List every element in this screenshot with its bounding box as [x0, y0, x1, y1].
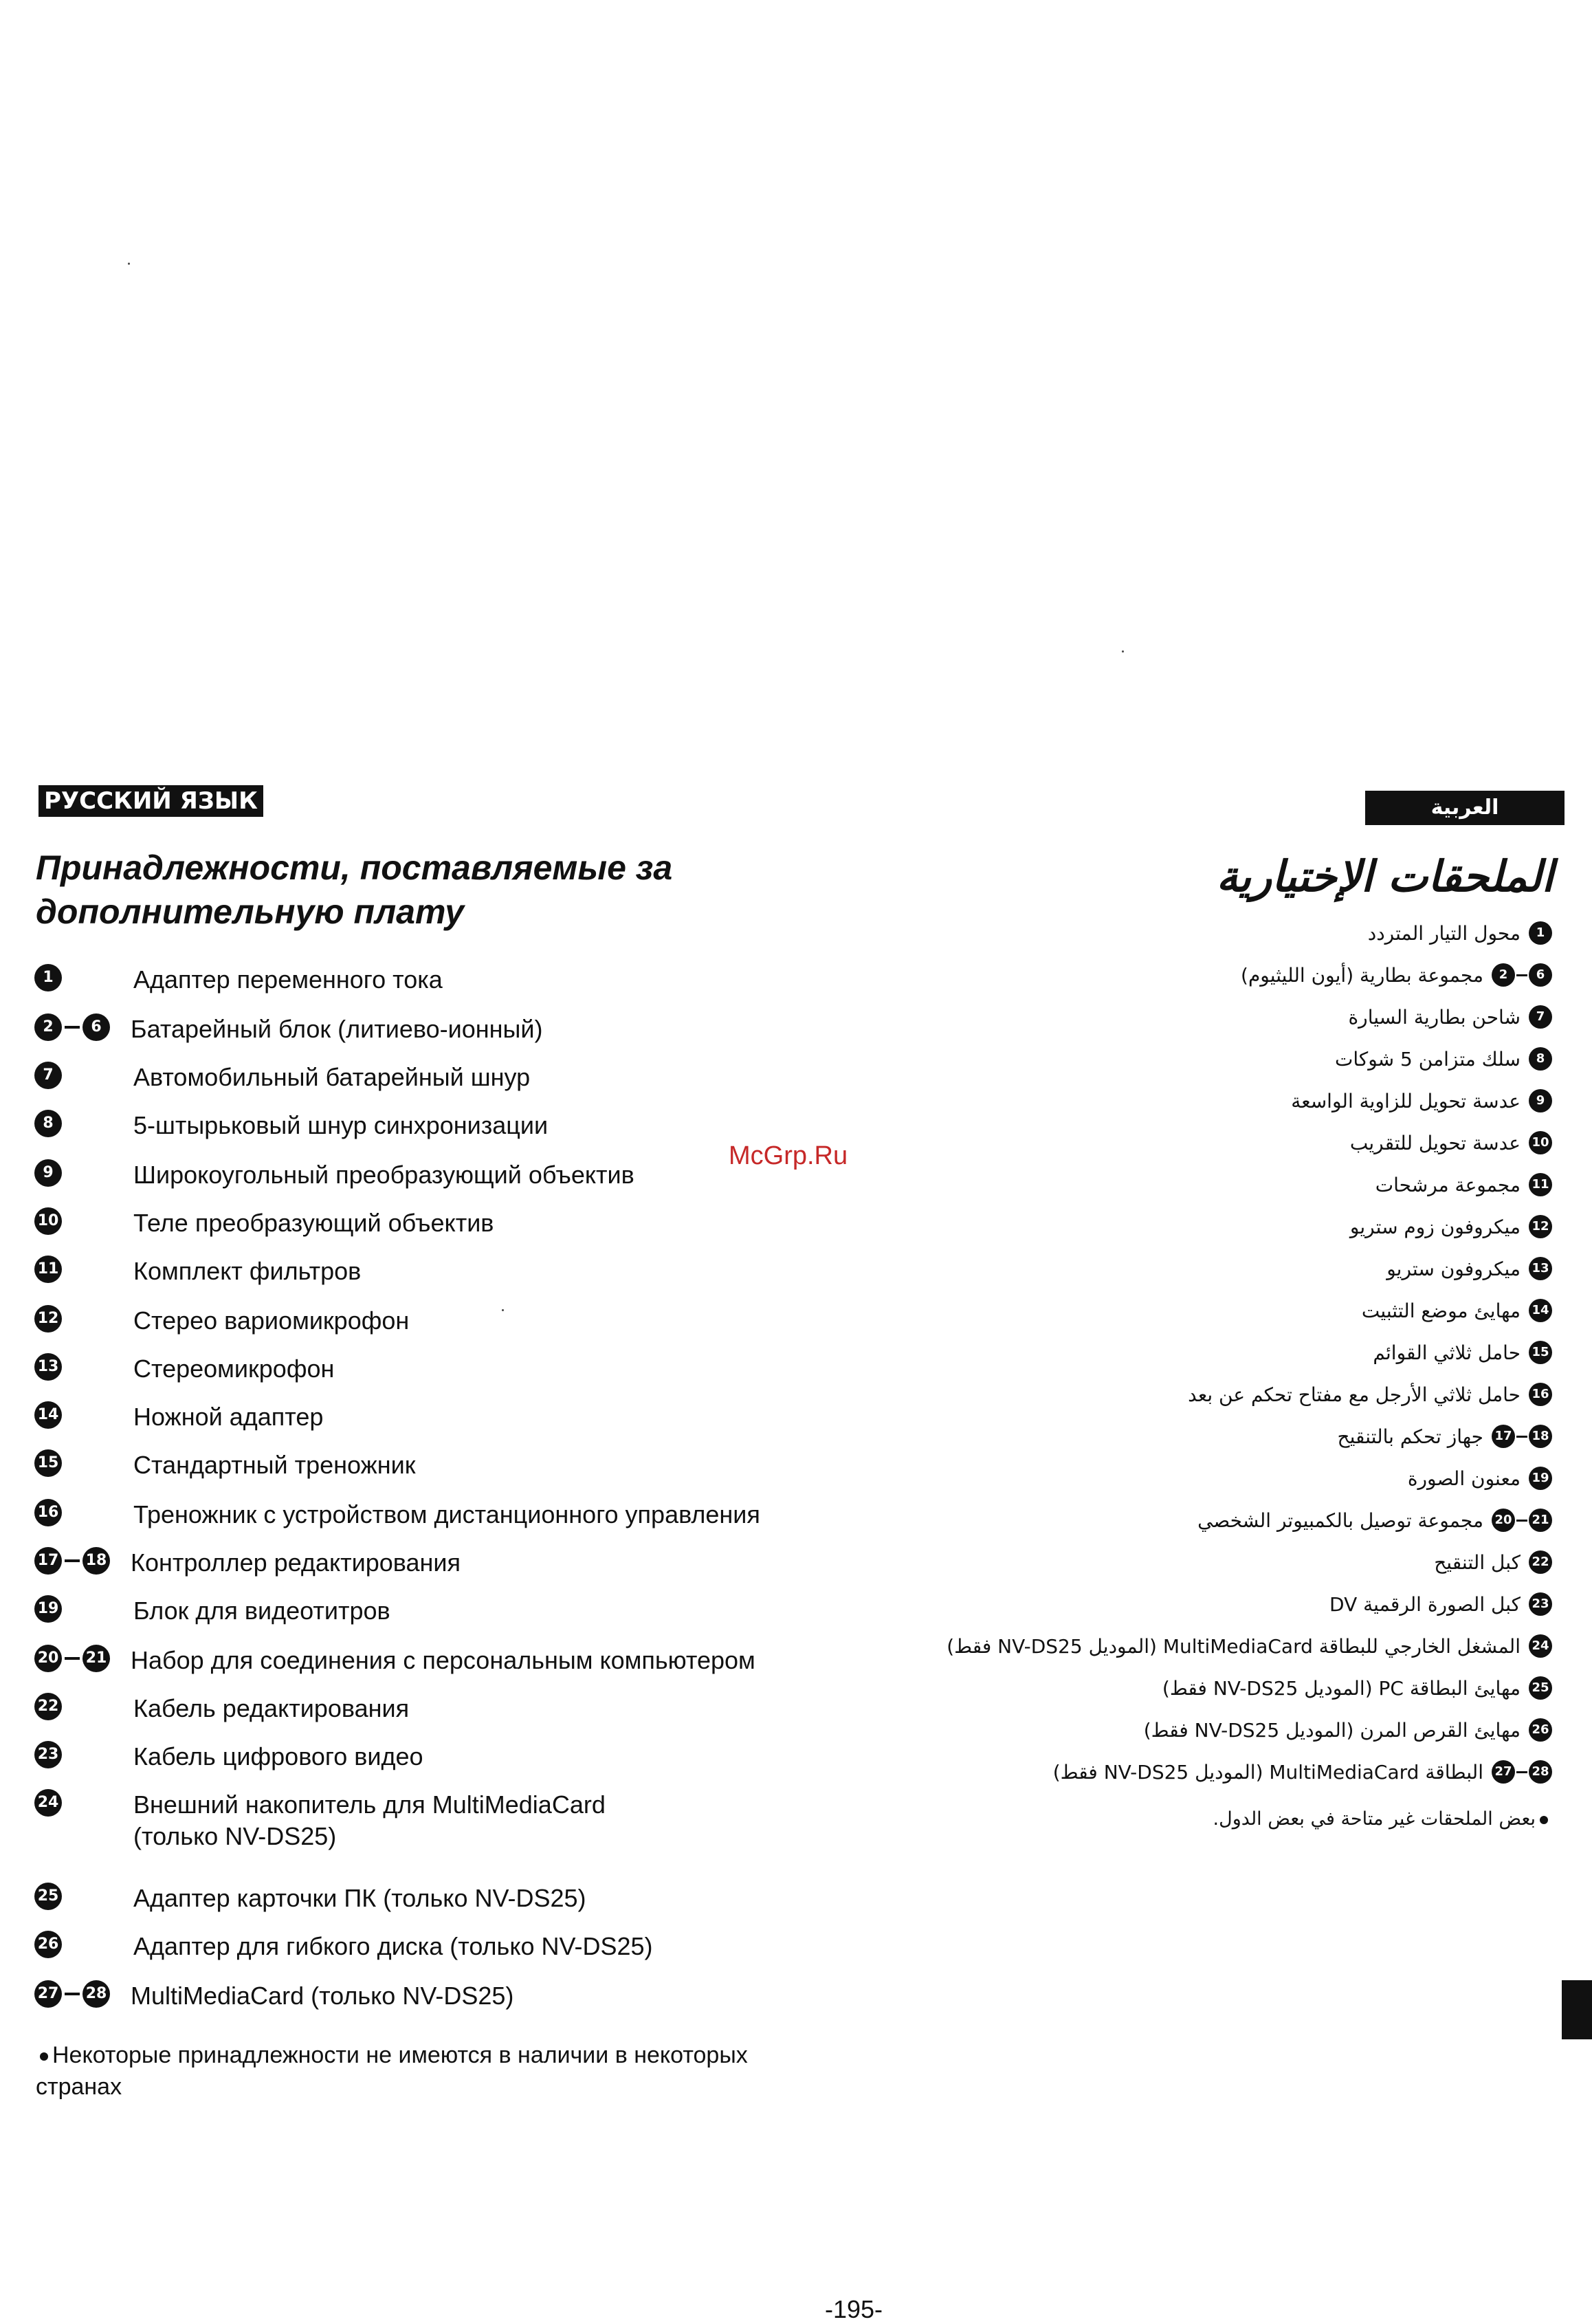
list-item — [34, 1256, 859, 1287]
number-badge-icon: 13 — [34, 1353, 62, 1381]
list-item — [34, 1499, 859, 1531]
number-badge-icon: 26 — [1529, 1718, 1552, 1742]
item-number — [1529, 1634, 1552, 1658]
list-item — [1188, 1383, 1552, 1406]
item-number — [34, 1401, 62, 1429]
number-badge-icon: 9 — [34, 1159, 62, 1187]
item-number — [34, 1595, 62, 1623]
list-item-text: MultiMediaCard (только NV-DS25) — [131, 1982, 514, 2010]
number-badge-icon: 22 — [34, 1693, 62, 1720]
number-badge-icon: 26 — [34, 1931, 62, 1958]
list-item — [34, 1305, 859, 1337]
number-badge-icon: 1 — [34, 964, 62, 991]
list-item-text: المشغل الخارجي للبطاقة MultiMediaCard (الموديل NV-DS25 فقط) — [947, 1634, 1521, 1658]
list-item-text: مهايئ البطاقة PC (الموديل NV-DS25 فقط) — [1162, 1676, 1521, 1700]
number-badge-icon: 17 — [34, 1547, 62, 1575]
item-number — [34, 1980, 110, 2008]
number-badge-icon: 8 — [34, 1110, 62, 1137]
list-item-text: شاحن بطارية السيارة — [1348, 1005, 1521, 1029]
item-number — [34, 964, 62, 991]
scan-speck — [1122, 650, 1124, 653]
item-number — [1529, 1005, 1552, 1029]
item-number — [34, 1013, 110, 1041]
list-item — [1197, 1509, 1552, 1532]
list-item-text: Стереомикрофон — [133, 1355, 335, 1383]
list-item-text: حامل ثلاثي الأرجل مع مفتاح تحكم عن بعد — [1188, 1383, 1521, 1406]
item-number — [34, 1693, 62, 1720]
list-item — [1349, 1005, 1553, 1029]
item-number — [34, 1645, 110, 1672]
list-item — [34, 1062, 859, 1093]
item-number — [1492, 963, 1552, 987]
list-item-text: كبل التنقيح — [1434, 1550, 1521, 1574]
number-badge-icon: 21 — [1529, 1509, 1552, 1532]
list-item-text: مهايئ موضع التثبيت — [1361, 1299, 1521, 1322]
item-number — [34, 1062, 62, 1089]
page-number: -195- — [825, 2295, 883, 2323]
list-item — [1291, 1089, 1552, 1112]
list-item-text: Контроллер редактирования — [131, 1548, 461, 1577]
list-item — [34, 1931, 859, 1962]
list-item — [1335, 1047, 1552, 1071]
number-badge-icon: 12 — [1529, 1215, 1552, 1238]
list-item — [34, 1645, 859, 1676]
list-item-text: Батарейный блок (литиево-ионный) — [131, 1015, 543, 1043]
number-badge-icon: 19 — [1529, 1467, 1552, 1490]
number-badge-icon: 25 — [34, 1883, 62, 1910]
number-badge-icon: 10 — [1529, 1131, 1552, 1154]
list-item-text: Кабель цифрового видео — [133, 1742, 423, 1771]
number-badge-icon: 13 — [1529, 1257, 1552, 1280]
list-item-text: Стерео вариомикрофон — [133, 1306, 410, 1335]
scan-speck — [502, 1309, 504, 1311]
number-badge-icon: 18 — [1529, 1425, 1552, 1448]
item-number — [1529, 1341, 1552, 1364]
item-number — [1529, 1467, 1552, 1490]
bullet-icon — [40, 2052, 48, 2061]
list-item-text: Внешний накопитель для MultiMediaCard (только NV-DS25) — [133, 1790, 606, 1850]
number-badge-icon: 24 — [34, 1789, 62, 1817]
item-number — [1529, 1257, 1552, 1280]
range-dash — [1516, 1520, 1527, 1522]
list-item-text: معنون الصورة — [1407, 1467, 1521, 1490]
list-item-text: Теле преобразующий объектив — [133, 1209, 494, 1237]
russian-footnote — [36, 2039, 792, 2103]
number-badge-icon: 11 — [1529, 1173, 1552, 1196]
number-badge-icon: 1 — [1529, 921, 1552, 945]
russian-footnote-text: Некоторые принадлежности не имеются в наличии в некоторых странах — [36, 2042, 748, 2100]
list-item — [1362, 1299, 1552, 1322]
list-item — [1375, 1173, 1552, 1196]
item-number — [1529, 1718, 1552, 1742]
list-item — [1350, 1215, 1552, 1238]
list-item — [34, 1353, 859, 1385]
number-badge-icon: 20 — [34, 1645, 62, 1672]
number-badge-icon: 28 — [1529, 1760, 1552, 1784]
list-item-text: Адаптер переменного тока — [133, 965, 443, 994]
list-item-text: كبل الصورة الرقمية DV — [1329, 1592, 1521, 1616]
list-item — [34, 1013, 859, 1045]
item-number — [34, 1789, 62, 1817]
list-item — [1162, 1676, 1552, 1700]
number-badge-icon: 25 — [1529, 1676, 1552, 1700]
list-item-text: البطاقة MultiMediaCard (الموديل NV-DS25 فقط) — [1052, 1760, 1483, 1784]
item-number — [1529, 921, 1552, 945]
number-badge-icon: 22 — [1529, 1550, 1552, 1574]
page-edge-tab-marker — [1562, 1980, 1592, 2039]
arabic-footnote-text: بعض الملحقات غير متاحة في بعض الدول. — [1213, 1808, 1536, 1830]
item-number — [1529, 1676, 1552, 1700]
russian-language-label: РУССКИЙ ЯЗЫК — [38, 785, 263, 817]
list-item — [1329, 1592, 1552, 1616]
number-badge-icon: 6 — [1529, 963, 1552, 987]
item-number — [1529, 1089, 1552, 1112]
item-number — [34, 1353, 62, 1381]
range-dash — [65, 1559, 80, 1562]
range-dash — [65, 1657, 80, 1660]
list-item — [1368, 921, 1552, 945]
list-item — [1350, 1131, 1552, 1154]
number-badge-icon: 27 — [34, 1980, 62, 2008]
list-item-text: مجموعة مرشحات — [1375, 1173, 1521, 1196]
list-item — [1241, 963, 1552, 987]
list-item — [34, 1207, 859, 1239]
list-item-text: Стандартный треножник — [133, 1451, 416, 1479]
list-item-text: Треножник с устройством дистанционного управления — [133, 1500, 760, 1528]
range-dash — [65, 1993, 80, 1995]
list-item — [34, 964, 859, 996]
item-number — [1492, 1425, 1552, 1448]
list-item-text: Ножной адаптер — [133, 1403, 324, 1431]
arabic-footnote — [933, 1808, 1552, 1830]
arabic-language-label: العربية — [1365, 791, 1565, 825]
number-badge-icon: 23 — [34, 1741, 62, 1768]
list-item-text: مجموعة بطارية (أيون الليثيوم) — [1241, 963, 1483, 987]
list-item-text: Комплект фильтров — [133, 1257, 362, 1285]
list-item — [1408, 1467, 1552, 1490]
list-item-text: مهايئ القرص المرن (الموديل NV-DS25 فقط) — [1143, 1718, 1521, 1742]
russian-section-title: Принадлежности, поставляемые за дополнительную плату — [36, 848, 673, 931]
number-badge-icon: 15 — [34, 1449, 62, 1477]
list-item — [34, 1883, 859, 1914]
list-item — [947, 1634, 1552, 1658]
number-badge-icon: 17 — [1492, 1425, 1515, 1448]
number-badge-icon: 16 — [34, 1499, 62, 1526]
number-badge-icon: 8 — [1529, 1047, 1552, 1071]
number-badge-icon: 23 — [1529, 1592, 1552, 1616]
list-item-text: عدسة تحويل للزاوية الواسعة — [1291, 1089, 1521, 1112]
item-number — [1529, 1299, 1552, 1322]
number-badge-icon: 28 — [82, 1980, 110, 2008]
list-item — [1434, 1550, 1552, 1574]
list-item-text: Кабель редактирования — [133, 1694, 410, 1722]
item-number — [34, 1207, 62, 1235]
item-number — [1529, 1215, 1552, 1238]
number-badge-icon: 12 — [34, 1305, 62, 1333]
item-number — [34, 1547, 110, 1575]
item-number — [34, 1159, 62, 1187]
number-badge-icon: 16 — [1529, 1383, 1552, 1406]
bullet-icon — [1540, 1816, 1548, 1824]
number-badge-icon: 14 — [1529, 1299, 1552, 1322]
range-dash — [1516, 1436, 1527, 1438]
item-number — [34, 1110, 62, 1137]
list-item-text: حامل ثلاثي القوائم — [1373, 1341, 1521, 1364]
number-badge-icon: 2 — [1492, 963, 1515, 987]
range-dash — [1516, 1771, 1527, 1773]
number-badge-icon: 9 — [1529, 1089, 1552, 1112]
list-item — [1386, 1257, 1552, 1280]
number-badge-icon: 6 — [82, 1013, 110, 1041]
item-number — [34, 1741, 62, 1768]
item-number — [34, 1256, 62, 1283]
list-item — [34, 1595, 859, 1627]
item-number — [1529, 1383, 1552, 1406]
item-number — [34, 1931, 62, 1958]
list-item-text: Адаптер карточки ПК (только NV-DS25) — [133, 1884, 586, 1912]
list-item-text: سلك متزامن 5 شوكات — [1335, 1047, 1521, 1071]
item-number — [34, 1499, 62, 1526]
item-number — [34, 1449, 62, 1477]
list-item — [34, 1110, 859, 1141]
list-item-text: محول التيار المتردد — [1367, 921, 1521, 945]
list-item-text: Набор для соединения с персональным компьютером — [131, 1646, 755, 1674]
list-item — [34, 1547, 859, 1579]
list-item-text: عدسة تحويل للتقريب — [1349, 1131, 1521, 1154]
list-item — [34, 1789, 859, 1852]
number-badge-icon: 2 — [34, 1013, 62, 1041]
list-item-text: 5-штырьковый шнур синхронизации — [133, 1111, 549, 1139]
list-item — [1373, 1341, 1552, 1364]
list-item — [34, 1401, 859, 1433]
list-item — [34, 1741, 859, 1773]
range-dash — [1516, 974, 1527, 976]
item-number — [1492, 1509, 1552, 1532]
item-number — [1529, 1550, 1552, 1574]
list-item-text: ميكروفون ستريو — [1386, 1257, 1521, 1280]
list-item-text: مجموعة توصيل بالكمبيوتر الشخصي — [1197, 1509, 1483, 1532]
item-number — [34, 1305, 62, 1333]
item-number — [1492, 1760, 1552, 1784]
item-number — [1529, 1047, 1552, 1071]
number-badge-icon: 14 — [34, 1401, 62, 1429]
list-item-text: Широкоугольный преобразующий объектив — [133, 1161, 634, 1189]
list-item-text: ميكروفون زوم ستريو — [1349, 1215, 1521, 1238]
list-item-text: Автомобильный батарейный шнур — [133, 1063, 531, 1091]
list-item-text: Блок для видеотитров — [133, 1597, 390, 1625]
list-item — [1338, 1425, 1552, 1448]
list-item — [34, 1693, 859, 1724]
number-badge-icon: 11 — [34, 1256, 62, 1283]
item-number — [1529, 1131, 1552, 1154]
list-item — [1144, 1718, 1552, 1742]
list-item — [34, 1449, 859, 1481]
number-badge-icon: 20 — [1492, 1509, 1515, 1532]
range-dash — [65, 1026, 80, 1029]
list-item-text: جهاز تحكم بالتنقيح — [1337, 1425, 1483, 1448]
list-item-text: Адаптер для гибкого диска (только NV-DS25) — [133, 1932, 653, 1960]
number-badge-icon: 21 — [82, 1645, 110, 1672]
number-badge-icon: 18 — [82, 1547, 110, 1575]
number-badge-icon: 24 — [1529, 1634, 1552, 1658]
item-number — [1529, 1173, 1552, 1196]
item-number — [1529, 1592, 1552, 1616]
number-badge-icon: 19 — [34, 1595, 62, 1623]
arabic-section-title: الملحقات الإختيارية — [1216, 851, 1554, 901]
item-number — [34, 1883, 62, 1910]
number-badge-icon: 10 — [34, 1207, 62, 1235]
list-item — [1053, 1760, 1552, 1784]
number-badge-icon: 15 — [1529, 1341, 1552, 1364]
watermark-text: McGrp.Ru — [729, 1141, 848, 1170]
scan-speck — [128, 263, 130, 265]
list-item — [34, 1980, 859, 2012]
number-badge-icon: 7 — [1529, 1005, 1552, 1029]
number-badge-icon: 27 — [1492, 1760, 1515, 1784]
number-badge-icon: 7 — [34, 1062, 62, 1089]
